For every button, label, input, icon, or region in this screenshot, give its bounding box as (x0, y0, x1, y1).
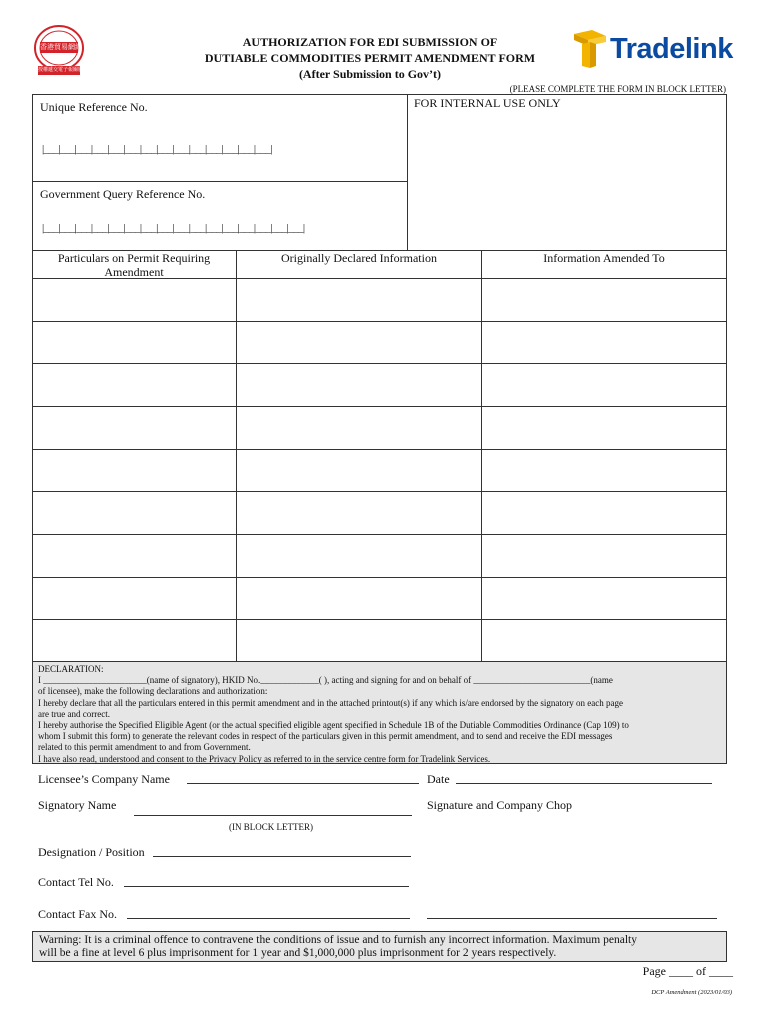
signature-chop-label: Signature and Company Chop (427, 798, 572, 812)
warning-line: Warning: It is a criminal offence to contravene the conditions of issue and to furnish any incorrect information. Maximum penalty (39, 934, 637, 946)
company-name-label: Licensee’s Company Name (38, 772, 170, 786)
signature-chop-line[interactable] (427, 905, 717, 919)
table-row (32, 278, 727, 279)
warning-line: will be a fine at level 6 plus imprisonment for 1 year and $1,000,000 plus imprisonment for 2 years respectively. (39, 947, 557, 959)
column-header-amended: Information Amended To (543, 251, 665, 265)
reference-row-divider (32, 181, 408, 182)
contact-tel-field[interactable] (124, 873, 409, 887)
declaration-line: whom I submit this form) to generate the relevant codes in respect of the particulars given in this permit amendment, and to send and receive the EDI messages (38, 731, 613, 742)
table-row (32, 619, 727, 620)
form-title-line2: DUTIABLE COMMODITIES PERMIT AMENDMENT FORM (204, 51, 536, 65)
designation-field[interactable] (153, 843, 411, 857)
organization-seal-logo (32, 22, 89, 78)
table-row (32, 534, 727, 535)
column-header-particulars: Particulars on Permit Requiring Amendment (57, 251, 211, 279)
table-row (32, 321, 727, 322)
block-letter-instruction: (PLEASE COMPLETE THE FORM IN BLOCK LETTER) (509, 84, 726, 94)
company-name-field[interactable] (187, 770, 419, 784)
declaration-line: are true and correct. (38, 708, 110, 719)
gov-query-reference-label: Government Query Reference No. (40, 187, 206, 201)
declaration-box (32, 661, 727, 764)
contact-fax-label: Contact Fax No. (38, 907, 117, 921)
block-letter-note: (IN BLOCK LETTER) (229, 822, 313, 832)
table-row (32, 491, 727, 492)
seal-text-bottom: 授權遞交電子報關服務 (38, 67, 89, 73)
date-label: Date (427, 772, 450, 786)
page-number: Page ____ of ____ (642, 964, 733, 978)
internal-use-label: FOR INTERNAL USE ONLY (414, 96, 561, 110)
form-code: DCP Amendment (2023/01/03) (651, 989, 732, 996)
signatory-name-field[interactable] (134, 800, 412, 816)
unique-reference-boxes[interactable]: |___|___|___|___|___|___|___|___|___|___|___|___|___|___| (42, 143, 272, 155)
declaration-line: I _______________________(name of signatory), HKID No._____________( ), acting and signing for and on behalf of __________________________(name (38, 675, 613, 686)
seal-text-top: 香港貿易網絡 (40, 43, 82, 51)
date-field[interactable] (456, 770, 712, 784)
declaration-heading: DECLARATION: (38, 664, 104, 674)
declaration-line: of licensee), make the following declarations and authorization: (38, 686, 268, 697)
column-header-original: Originally Declared Information (281, 251, 437, 265)
contact-tel-label: Contact Tel No. (38, 875, 114, 889)
table-row (32, 363, 727, 364)
amendment-table (32, 250, 727, 662)
form-title-line3: (After Submission to Gov’t) (298, 67, 442, 81)
table-row (32, 406, 727, 407)
tradelink-icon (570, 28, 608, 70)
table-row (32, 577, 727, 578)
declaration-line: I hereby authorise the Specified Eligible Agent (or the actual specified eligible agent specified in Schedule 1B of the Dutiable Commodities Ordinance (Cap 109) to (38, 720, 629, 731)
declaration-line: related to this permit amendment to and from Government. (38, 742, 251, 753)
reference-divider (407, 94, 408, 251)
table-row (32, 449, 727, 450)
warning-box (32, 931, 727, 962)
unique-reference-label: Unique Reference No. (40, 100, 148, 114)
declaration-line: I have also read, understood and consent to the Privacy Policy as referred to in the service centre form for Tradelink Services. (38, 753, 491, 764)
table-col-divider-1 (236, 250, 237, 662)
signatory-name-label: Signatory Name (38, 798, 117, 812)
tradelink-logo (570, 28, 735, 72)
gov-query-reference-boxes[interactable]: |___|___|___|___|___|___|___|___|___|___|___|___|___|___|___|___| (42, 222, 305, 234)
form-title-line1: AUTHORIZATION FOR EDI SUBMISSION OF (242, 35, 498, 49)
contact-fax-field[interactable] (127, 905, 410, 919)
declaration-line: I hereby declare that all the particulars entered in this permit amendment and in the attached printout(s) if any which is/are endorsed by the signatory on each page (38, 697, 624, 708)
designation-label: Designation / Position (38, 845, 145, 859)
tradelink-wordmark: Tradelink (610, 33, 733, 65)
table-col-divider-2 (481, 250, 482, 662)
